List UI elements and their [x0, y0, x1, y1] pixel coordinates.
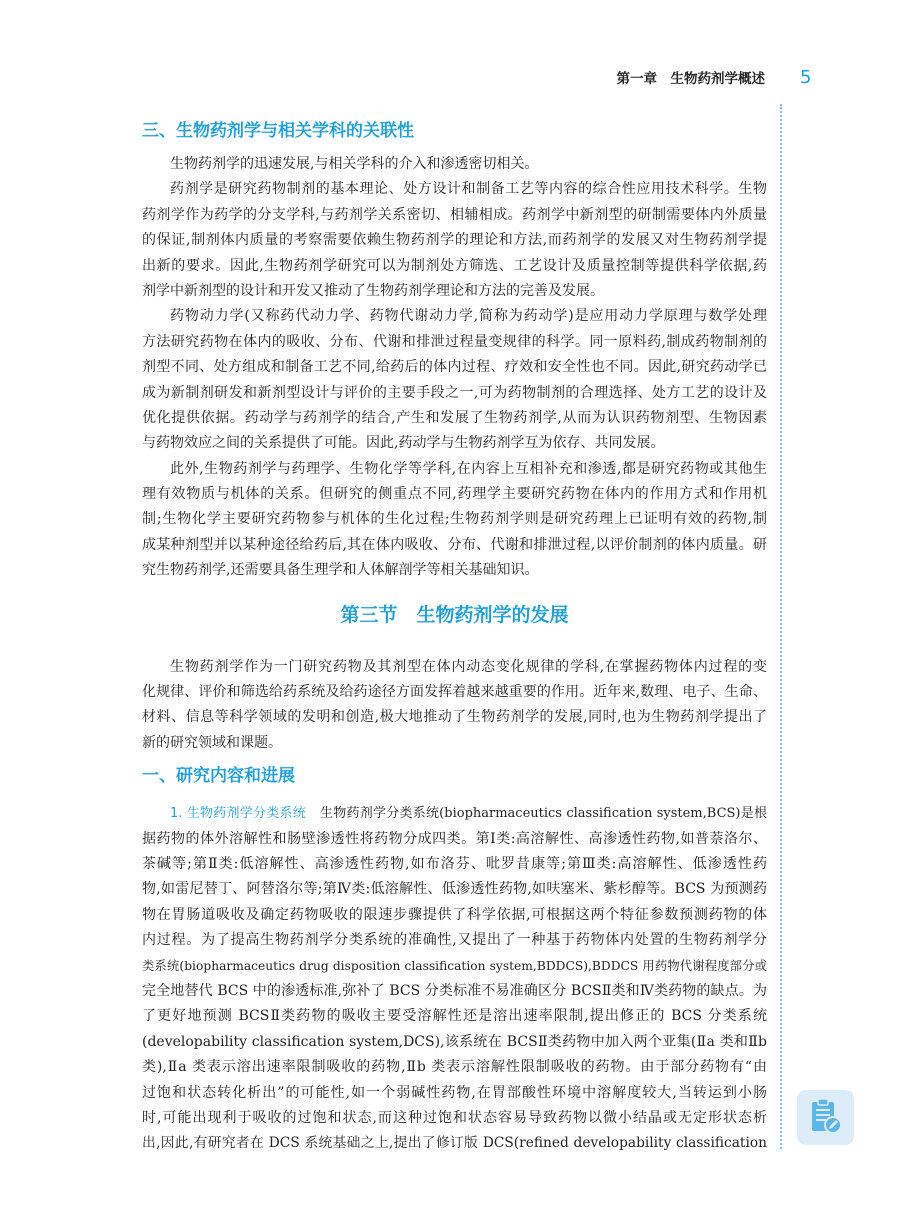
- run-in-heading: 1. 生物药剂学分类系统: [170, 806, 306, 822]
- page-number: 5: [800, 67, 812, 88]
- margin-divider: [780, 104, 782, 1149]
- text-line: 茶碱等;第Ⅱ类:低溶解性、高渗透性药物,如布洛芬、吡罗昔康等;第Ⅲ类:高溶解性、低渗透性药: [142, 855, 767, 872]
- text-line: 药剂学作为药学的分支学科,与药剂学关系密切、相辅相成。药剂学中新剂型的研制需要体内外质量: [142, 206, 767, 223]
- paragraph: [142, 177, 767, 304]
- paragraph: [142, 304, 767, 456]
- text-line: 药物动力学(又称药代动力学、药物代谢动力学,简称为药动学)是应用动力学原理与数学处理: [170, 308, 767, 325]
- text-line: 理有效物质与机体的关系。但研究的侧重点不同,药理学主要研究药物在体内的作用方式和作用机: [142, 486, 767, 503]
- article-body: [142, 118, 767, 1157]
- text-line: 类系统(biopharmaceutics drug disposition classification system,BDDCS),BDDCS 用药物代谢程度部分或: [142, 958, 767, 973]
- paragraph: [142, 457, 767, 584]
- subsection-heading: 一、研究内容和进展: [142, 766, 295, 787]
- text-line: 类),Ⅱa 类表示溶出速率限制吸收的药物,Ⅱb 类表示溶解性限制吸收的药物。由于部分药物有“由: [142, 1059, 767, 1076]
- text-line: 了更好地预测 BCSⅡ类药物的吸收主要受溶解性还是溶出速率限制,提出修正的 BCS 分类系统: [142, 1008, 767, 1025]
- text-line: 制;生物化学主要研究药物参与机体的生化过程;生物药剂学则是研究药理上已证明有效的药物,制: [142, 511, 767, 528]
- paragraph: [142, 801, 767, 1156]
- text-line: 优化提供依据。药动学与药剂学的结合,产生和发展了生物药剂学,从而为认识药物剂型、生物因素: [142, 409, 767, 426]
- text-line: 材料、信息等科学领域的发明和创造,极大地推动了生物药剂学的发展,同时,也为生物药剂学提出了: [142, 709, 767, 726]
- text-line: 生物药剂学作为一门研究药物及其剂型在体内动态变化规律的学科,在掌握药物体内过程的变: [170, 658, 767, 675]
- text-line: 与药物效应之间的关系提供了可能。因此,药动学与生物药剂学互为依存、共同发展。: [142, 435, 665, 452]
- text-line: 剂学中新剂型的设计和开发又推动了生物药剂学理论和方法的完善及发展。: [142, 282, 604, 299]
- text-line: 此外,生物药剂学与药理学、生物化学等学科,在内容上互相补充和渗透,都是研究药物或其他生: [170, 460, 767, 477]
- text-line: 完全地替代 BCS 中的渗透标准,弥补了 BCS 分类标准不易准确区分 BCSⅡ类和Ⅳ类药物的缺点。为: [142, 982, 767, 999]
- text-line: (developability classification system,DCS),该系统在 BCSⅡ类药物中加入两个亚集(Ⅱa 类和Ⅱb: [142, 1033, 767, 1050]
- text-line: 成为新制剂研发和新剂型设计与评价的主要手段之一,可为药物制剂的合理选择、处方工艺的设计及: [142, 384, 767, 401]
- text-line: 方法研究药物在体内的吸收、分布、代谢和排泄过程量变规律的科学。同一原料药,制成药物制剂的: [142, 333, 767, 350]
- subsection-heading: 三、生物药剂学与相关学科的关联性: [142, 121, 414, 141]
- text-line: 成某种剂型并以某种途径给药后,其在体内吸收、分布、代谢和排泄过程,以评价制剂的体内质量。研: [142, 536, 767, 553]
- text-line: 化规律、评价和筛选给药系统及给药途径方面发挥着越来越重要的作用。近年来,数理、电子、生命、: [142, 684, 767, 701]
- text-line: [142, 801, 767, 826]
- text-run: 生物药剂学分类系统(biopharmaceutics classification system,BCS)是根: [319, 806, 767, 822]
- text-line: 药剂学是研究药物制剂的基本理论、处方设计和制备工艺等内容的综合性应用技术科学。生物: [170, 181, 767, 198]
- text-line: 据药物的体外溶解性和肠壁渗透性将药物分成四类。第Ⅰ类:高溶解性、高渗透性药物,如普萘洛尔、: [142, 830, 767, 847]
- text-line: 的保证,制剂体内质量的考察需要依赖生物药剂学的理论和方法,而药剂学的发展又对生物药剂学提: [142, 232, 767, 249]
- text-line: 新的研究领域和课题。: [142, 734, 282, 751]
- text-line: 出,因此,有研究者在 DCS 系统基础之上,提出了修订版 DCS(refined developability classification: [142, 1135, 767, 1152]
- text-line: 过饱和状态转化析出”的可能性,如一个弱碱性药物,在胃部酸性环境中溶解度较大,当转运到小肠: [142, 1084, 767, 1101]
- text-line: 生物药剂学的迅速发展,与相关学科的介入和渗透密切相关。: [170, 156, 539, 172]
- paragraph: [142, 655, 767, 757]
- paragraph: [142, 152, 767, 177]
- section-title: 第三节 生物药剂学的发展: [340, 603, 569, 626]
- text-line: 出新的要求。因此,生物药剂学研究可以为制剂处方筛选、工艺设计及质量控制等提供科学依据,药: [142, 257, 767, 274]
- clipboard-edit-icon: [809, 1097, 843, 1139]
- text-line: 内过程。为了提高生物药剂学分类系统的准确性,又提出了一种基于药物体内处置的生物药剂学分: [142, 932, 767, 949]
- text-line: 时,可能出现利于吸收的过饱和状态,而这种过饱和状态容易导致药物以微小结晶或无定形状态析: [142, 1109, 767, 1126]
- running-head: 第一章 生物药剂学概述: [616, 71, 765, 87]
- notes-button[interactable]: [797, 1090, 854, 1145]
- text-line: 物,如雷尼替丁、阿替洛尔等;第Ⅳ类:低溶解性、低渗透性药物,如呋塞米、紫杉醇等。BCS 为预测药: [142, 881, 767, 898]
- text-line: 剂型不同、处方组成和制备工艺不同,给药后的体内过程、疗效和安全性也不同。因此,研究药动学已: [142, 359, 767, 376]
- text-line: 物在胃肠道吸收及确定药物吸收的限速步骤提供了科学依据,可根据这两个特征参数预测药物的体: [142, 906, 767, 923]
- text-line: 究生物药剂学,还需要具备生理学和人体解剖学等相关基础知识。: [142, 562, 539, 579]
